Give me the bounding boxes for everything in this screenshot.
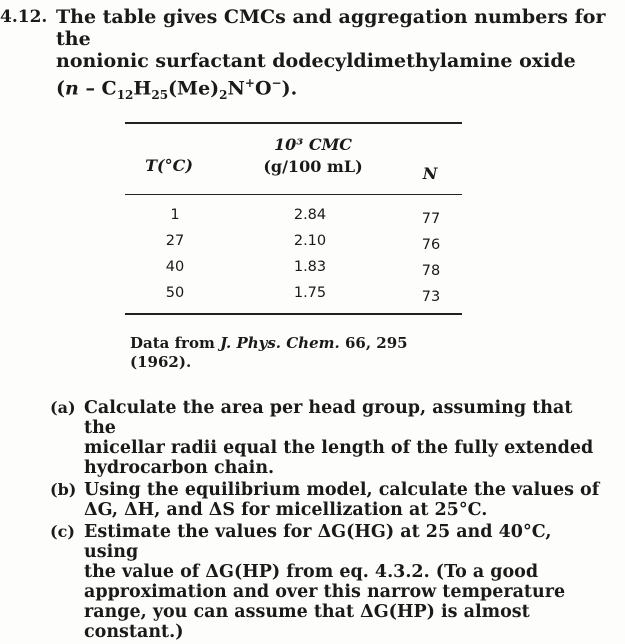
cell-temperature: 1 [170,207,180,223]
header-cmc [253,134,373,178]
chemical-formula: $(n - C_{12}H_{25}(Me)_2N^+O^-)$. [56,76,298,103]
question-a [50,398,610,478]
question-line: range, you can assume that ΔG(HP) is almost [84,602,530,622]
question-label: (b) [50,480,77,499]
question-list [50,398,610,644]
table-row [125,229,462,255]
cell-aggregation-number: 76 [421,237,441,253]
cell-cmc: 2.84 [293,207,327,223]
cmc-data-table [125,122,462,315]
header-cmc-line-1: 10³ CMC [273,135,353,154]
journal-name: J. Phys. Chem. [220,334,340,352]
cell-aggregation-number: 77 [421,211,441,227]
table-header [125,124,462,195]
header-aggregation-number: N [422,164,438,183]
data-source-note: Data from J. Phys. Chem. 66, 295 (1962). [130,334,408,371]
cell-cmc: 2.10 [293,233,327,249]
problem-line-2: nonionic surfactant dodecyldimethylamine oxide [56,50,576,72]
question-line: constant.) [84,622,184,642]
question-line: Calculate the area per head group, assuming that the [84,398,573,438]
header-cmc-line-2: (g/100 mL) [263,157,363,176]
cell-temperature: 40 [165,259,185,275]
table-body [125,195,462,313]
cell-cmc: 1.75 [293,285,327,301]
question-line: ΔG, ΔH, and ΔS for micellization at 25°C. [84,500,488,520]
cell-temperature: 50 [165,285,185,301]
question-label: (c) [50,522,75,541]
table-row [125,255,462,281]
question-line: micellar radii equal the length of the fully extended [84,438,594,458]
question-b [50,480,610,520]
cell-temperature: 27 [165,233,185,249]
problem-number: 4.12. [0,7,48,27]
question-c [50,522,610,642]
question-line: hydrocarbon chain. [84,458,275,478]
problem-line-1: The table gives CMCs and aggregation numbers for the [56,6,606,50]
question-line: Using the equilibrium model, calculate the values of [84,480,600,500]
table-row [125,281,462,307]
question-line: approximation and over this narrow temperature [84,582,566,602]
question-line: the value of ΔG(HP) from eq. 4.3.2. (To a good [84,562,539,582]
cell-aggregation-number: 73 [421,289,441,305]
question-label: (a) [50,398,76,417]
cell-cmc: 1.83 [293,259,327,275]
cell-aggregation-number: 78 [421,263,441,279]
header-temperature: T(°C) [145,156,193,175]
table-row [125,203,462,229]
problem-statement [0,6,615,106]
question-line: Estimate the values for ΔG(HG) at 25 and 40°C, using [84,522,552,562]
